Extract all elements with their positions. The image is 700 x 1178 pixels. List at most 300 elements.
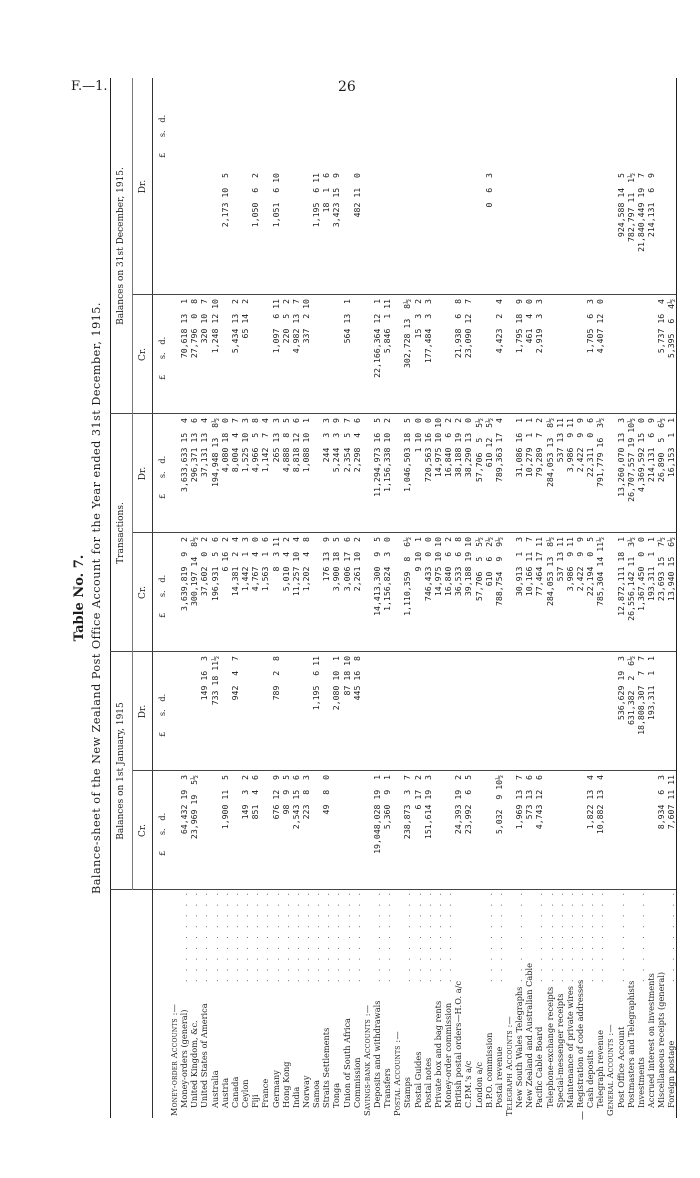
table-cell: 610 12 5½ [483, 418, 494, 468]
table-cell: 8,004 4 7 [229, 418, 240, 473]
table-cell: 70,618 13 1 [179, 299, 190, 359]
table-cell: 1,563 1 6 [260, 537, 271, 592]
table-cell [392, 299, 402, 414]
table-cell: 9 10 1 [412, 537, 423, 572]
table-cell: 5,360 9 1 [382, 775, 393, 830]
leader-dots: . . . . . . . . . [372, 891, 382, 982]
leader-dots: . . . . . . . . . [483, 891, 494, 982]
table-cell [169, 537, 179, 652]
table-cell [605, 775, 615, 890]
col-header-cr: Cr. [138, 823, 148, 838]
row-label: Miscellaneous receipts (general) [656, 971, 667, 1108]
table-cell [484, 299, 494, 414]
table-cell: 177,484 3 3 [422, 299, 433, 364]
table-cell: 23,090 12 7 [463, 299, 474, 359]
leader-dots: . . . . . . . . . [189, 891, 200, 982]
table-cell: 149 16 3 [199, 656, 210, 701]
table-cell [494, 656, 504, 771]
currency-units: £ s. d. [157, 114, 167, 158]
table-cell: 320 10 7 [199, 299, 210, 344]
table-cell [555, 299, 565, 414]
table-cell [504, 775, 514, 890]
row-label: Telephone-exchange receipts [544, 986, 555, 1108]
currency-units: £ s. d. [157, 574, 167, 618]
currency-units: £ s. d. [157, 693, 167, 737]
leader-dots: . . . . . . . . . [331, 891, 342, 982]
table-cell: 1,142 7 4 [260, 418, 271, 473]
table-cell: 49 8 0 [321, 775, 332, 815]
table-cell: 223 8 3 [300, 775, 311, 820]
table-cell: 14,975 10 10 [432, 418, 443, 478]
row-label: Foreign postage [666, 1040, 677, 1108]
row-label: Fiji [250, 1094, 261, 1108]
table-cell: 4,888 8 5 [280, 418, 291, 473]
table-cell: 11,257 10 4 [290, 537, 301, 597]
table-cell: 942 4 7 [229, 656, 240, 701]
table-cell: 537 13 11 [554, 537, 565, 582]
table-cell [352, 775, 362, 890]
leader-dots: . . . . . . . . . [280, 891, 291, 982]
table-cell [281, 656, 291, 771]
table-cell: 7,607 11 11 [666, 775, 677, 830]
table-cell: 8,934 6 3 [656, 775, 667, 830]
table-cell: 746,433 0 0 [422, 537, 433, 602]
table-cell: 18 1 6 [321, 173, 332, 213]
table-cell: 176 13 9 [321, 537, 332, 582]
table-cell: 2,173 10 5 [219, 173, 230, 228]
row-label: Maintenance of private wires [564, 986, 575, 1108]
table-cell [555, 775, 565, 890]
leader-dots: . . . . . . . . . [534, 891, 545, 982]
table-cell: 631,382 2 6½ [625, 656, 636, 726]
table-cell: 238,873 3 7 [402, 775, 413, 840]
row-label: India [290, 1086, 301, 1108]
table-cell [666, 173, 676, 293]
table-cell: 2,422 9 9 [575, 537, 585, 592]
table-cell: 4,369,592 15 0 [635, 418, 646, 492]
leader-dots: . . . . . . . . . [260, 891, 271, 982]
table-cell: 23,992 6 5 [463, 775, 474, 835]
table-cell: 1,156,338 10 2 [382, 418, 393, 492]
table-cell [545, 775, 555, 890]
table-cell: 26,707,557 19 10½ [625, 418, 636, 502]
table-cell [565, 173, 575, 293]
table-cell: 482 11 0 [351, 173, 362, 218]
table-cell [413, 656, 423, 771]
table-number: Table No. 7. [72, 554, 87, 642]
row-label: Cash deposits [585, 1050, 596, 1108]
header-bottom-rule [152, 78, 153, 1118]
table-cell [382, 656, 392, 771]
table-cell: 2,354 5 7 [341, 418, 352, 473]
leader-dots: . . . . . . . . . [666, 891, 677, 982]
table-cell [311, 418, 321, 533]
table-cell: 27,796 0 8 [189, 299, 200, 359]
table-cell [605, 537, 615, 652]
table-cell [342, 173, 352, 293]
table-cell: 2,543 15 6 [290, 775, 301, 830]
table-cell [189, 656, 199, 771]
table-cell [646, 775, 656, 890]
table-cell: 13,260,070 13 3 [615, 418, 626, 497]
stub-tick: — [578, 1111, 588, 1120]
table-cell: 10,882 13 4 [595, 775, 606, 835]
table-cell: 4,966 5 8 [250, 418, 261, 473]
table-cell [474, 656, 484, 771]
row-label: New Zealand and Australian Cable [524, 963, 535, 1108]
table-cell: 37,602 0 2 [199, 537, 210, 597]
leader-dots: . . . . . . . . . [595, 891, 606, 982]
table-cell: 214,131 6 9 [646, 418, 657, 483]
row-label: Postmasters and Telegraphists [625, 980, 636, 1108]
table-cell [605, 173, 615, 293]
table-cell [595, 173, 605, 293]
table-cell [311, 537, 321, 652]
table-cell: 4,982 13 7 [290, 299, 301, 354]
leader-dots: . . . . . . . . . [564, 891, 575, 982]
leader-dots: . . . . . . . . . [615, 891, 626, 982]
table-cell [362, 299, 372, 414]
table-cell: 244 3 3 [321, 418, 332, 463]
leader-dots: . . . . . . . . . [219, 891, 230, 982]
table-cell: 22,194 0 5 [585, 537, 596, 597]
table-cell [555, 656, 565, 771]
table-cell: 789 2 8 [270, 656, 281, 701]
table-cell: 16,153 1 1 [666, 418, 677, 478]
table-cell: 64,432 19 3 [179, 775, 190, 835]
leader-dots: . . . . . . . . . [422, 891, 433, 982]
leader-dots: . . . . . . . . . [229, 891, 240, 982]
table-cell [260, 299, 270, 414]
table-cell [585, 656, 595, 771]
table-cell: 4,080 18 0 [219, 418, 230, 473]
table-cell [210, 173, 220, 293]
table-cell [504, 656, 514, 771]
table-cell: 57,706 5 5½ [473, 418, 484, 483]
table-cell [291, 656, 301, 771]
table-cell: 1,705 6 3 [585, 299, 596, 354]
table-cell [362, 418, 372, 533]
col-header-cr: Cr. [138, 347, 148, 362]
table-cell: 733 18 11½ [209, 656, 220, 706]
table-cell: 214,131 6 9 [646, 173, 657, 238]
table-cell [169, 775, 179, 890]
table-cell: 8 3 11 [270, 537, 281, 572]
leader-dots: . . . . . . . . . [402, 891, 413, 982]
table-cell [362, 537, 372, 652]
table-cell: 1,525 10 3 [240, 418, 251, 473]
row-label: New South Wales Telegraphs [514, 986, 525, 1108]
currency-units: £ s. d. [157, 336, 167, 380]
table-cell [311, 775, 321, 890]
table-cell [321, 656, 331, 771]
table-cell [189, 173, 199, 293]
table-cell: 5,846 1 11 [382, 299, 393, 354]
table-cell: 3,639,819 9 2 [179, 537, 190, 611]
table-cell [331, 775, 341, 890]
table-cell [504, 537, 514, 652]
table-cell: 1,969 13 7 [514, 775, 525, 830]
table-cell [605, 299, 615, 414]
table-cell [260, 775, 270, 890]
row-label: Straits Settlements [321, 1027, 332, 1108]
row-label: Money-orders (general) [179, 1009, 190, 1108]
table-cell [210, 775, 220, 890]
page-reference: F.—1. [71, 79, 108, 94]
row-label: Austria [219, 1077, 230, 1108]
table-cell: 5,244 3 9 [331, 418, 342, 473]
table-cell [230, 173, 240, 293]
table-cell [626, 775, 636, 890]
leader-dots: . . . . . . . . . [179, 891, 190, 982]
row-label: Postal notes [422, 1057, 433, 1108]
table-cell: 1,795 18 9 [514, 299, 525, 354]
leader-dots: . . . . . . . . . [412, 891, 423, 982]
table-cell: 26,556,142 11 3½ [625, 537, 636, 621]
table-cell: 14,975 10 10 [432, 537, 443, 597]
table-cell [443, 173, 453, 293]
section-heading: General Accounts :— [605, 1024, 616, 1116]
table-cell [220, 656, 230, 771]
row-label: Postal revenue [493, 1046, 504, 1108]
table-cell: 21,938 6 8 [453, 299, 464, 359]
table-cell: 536,629 19 3 [615, 656, 626, 721]
table-cell [433, 656, 443, 771]
table-cell: 4,767 4 0 [250, 537, 261, 592]
table-cell: 26,890 5 6½ [656, 418, 667, 483]
leader-dots: . . . . . . . . . [300, 891, 311, 982]
group-rule [132, 78, 133, 890]
row-label: Commission [351, 1057, 362, 1108]
table-cell: 39,188 19 10 [463, 537, 474, 597]
table-cell [575, 173, 585, 293]
table-cell: 10,166 11 7 [524, 537, 535, 597]
table-cell [565, 299, 575, 414]
table-cell: 14,381 2 4 [229, 537, 240, 597]
table-cell: 1,442 1 3 [240, 537, 251, 592]
table-cell [392, 537, 402, 652]
table-cell: 15 3 2 [412, 299, 423, 339]
table-cell [443, 775, 453, 890]
table-cell [534, 173, 544, 293]
table-cell [240, 173, 250, 293]
table-cell: 5,737 16 4 [656, 299, 667, 354]
table-cell [372, 173, 382, 293]
table-cell [616, 775, 626, 890]
table-cell [585, 173, 595, 293]
row-label: Hong Kong [280, 1061, 291, 1108]
section-heading: Postal Accounts :— [392, 1031, 403, 1116]
row-label: Ceylon [240, 1079, 251, 1108]
leader-dots: . . . . . . . . . [209, 891, 220, 982]
table-cell: 284,053 13 8½ [544, 418, 555, 488]
section-heading: Telegraph Accounts :— [503, 1016, 514, 1116]
table-title: Balance-sheet of the New Zealand Post Office Account for the Year ended 31st December, 1915. [90, 302, 103, 894]
table-cell [392, 173, 402, 293]
table-cell [463, 656, 473, 771]
table-cell [402, 173, 412, 293]
group-header-opening: Balances on 1st January, 1915 [116, 702, 126, 840]
table-cell: 1,110,359 8 6½ [402, 537, 413, 616]
col-header-dr: Dr. [138, 466, 148, 481]
table-cell: 77,464 17 11 [534, 537, 545, 597]
table-cell: 3,633,633 15 4 [179, 418, 190, 492]
table-cell: 445 16 8 [351, 656, 362, 701]
table-cell [524, 656, 534, 771]
table-cell: 196,931 5 6 [209, 537, 220, 602]
table-cell: 1,195 6 11 [311, 173, 322, 228]
row-label: Private box and bag rents [432, 1000, 443, 1108]
table-cell [321, 299, 331, 414]
table-cell [199, 775, 209, 890]
table-cell [392, 656, 402, 771]
table-cell: 38,290 13 0 [463, 418, 474, 478]
table-cell: 3,006 17 6 [341, 537, 352, 592]
table-cell [352, 299, 362, 414]
leader-dots: . . . . . . . . . [554, 891, 565, 982]
table-cell: 0 6 3 [483, 173, 494, 208]
table-cell: 13,940 15 6½ [666, 537, 677, 602]
table-cell [260, 173, 270, 293]
table-cell: 5,010 4 2 [280, 537, 291, 592]
table-cell [545, 299, 555, 414]
row-label: Pacific Cable Board [534, 1026, 545, 1108]
row-label: Tonga [331, 1082, 342, 1108]
table-cell: 1,195 6 11 [311, 656, 322, 711]
table-cell [575, 775, 585, 890]
table-cell [433, 173, 443, 293]
table-cell: 10,279 1 1 [524, 418, 535, 478]
leader-dots: . . . . . . . . . [351, 891, 362, 982]
leader-dots: . . . . . . . . . [432, 891, 443, 982]
table-cell [545, 656, 555, 771]
table-cell: 1,367,450 0 0 [635, 537, 646, 611]
table-cell: 87 18 10 [341, 656, 352, 696]
group-header-closing: Balances on 31st December, 1915. [116, 167, 126, 325]
leader-dots: . . . . . . . . . [635, 891, 646, 982]
table-cell: 1,822 13 4 [585, 775, 596, 830]
table-cell [474, 299, 484, 414]
table-cell [413, 173, 423, 293]
table-cell [433, 775, 443, 890]
table-cell [575, 656, 585, 771]
leader-dots: . . . . . . . . . [321, 891, 332, 982]
table-cell: 18,808,307 7 7 [635, 656, 646, 735]
table-cell: 564 13 1 [341, 299, 352, 344]
table-cell: 3,986 9 11 [564, 537, 575, 592]
table-cell: 11,294,973 16 5 [372, 418, 382, 497]
table-cell: 5,032 9 10½ [493, 775, 504, 835]
table-cell [626, 299, 636, 414]
table-cell: 720,563 16 0 [422, 418, 433, 483]
table-cell [392, 775, 402, 890]
table-cell [281, 173, 291, 293]
table-cell [169, 173, 179, 293]
table-cell [362, 656, 372, 771]
table-cell: 2,919 3 3 [534, 299, 545, 354]
table-cell: 1,248 12 10 [209, 299, 220, 354]
row-label: Accrued interest on investments [646, 973, 657, 1108]
row-label: Telegraph revenue [595, 1030, 606, 1108]
currency-units: £ s. d. [157, 455, 167, 499]
row-label: Registration of code addresses [575, 979, 585, 1108]
table-cell: 788,754 9 9½ [493, 537, 504, 607]
table-cell [504, 173, 514, 293]
table-cell: 38,188 19 2 [453, 418, 464, 478]
col-header-dr: Dr. [138, 704, 148, 719]
table-cell: 461 4 0 [524, 299, 535, 344]
table-cell [169, 299, 179, 414]
leader-dots: . . . . . . . . . [199, 891, 210, 982]
table-cell [220, 299, 230, 414]
table-cell [463, 173, 473, 293]
table-cell [504, 299, 514, 414]
table-cell [179, 656, 189, 771]
table-cell: 265 13 3 [270, 418, 281, 463]
table-cell: 296,371 13 6 [189, 418, 200, 483]
row-label: Norway [300, 1075, 311, 1108]
table-cell [555, 173, 565, 293]
table-cell: 851 4 6 [250, 775, 261, 820]
table-cell [595, 656, 605, 771]
table-cell: 36,533 6 8 [453, 537, 464, 597]
table-cell [504, 418, 514, 533]
row-label: B.P.O. commission [483, 1032, 494, 1108]
table-cell [362, 173, 372, 293]
table-cell: 1 10 0 [412, 418, 423, 453]
table-cell: 14,413,300 9 5 [372, 537, 382, 616]
row-label: British postal orders—H.O. a/c [453, 981, 464, 1108]
table-cell [616, 299, 626, 414]
table-cell [666, 656, 676, 771]
table-cell [443, 656, 453, 771]
table-cell: 1,046,503 18 5 [402, 418, 413, 492]
leader-dots: . . . . . . . . . [250, 891, 261, 982]
leader-dots: . . . . . . . . . [290, 891, 301, 982]
table-cell: 1,202 4 8 [300, 537, 311, 592]
table-cell: 65 14 2 [240, 299, 251, 339]
leader-dots: . . . . . . . . . [493, 891, 504, 982]
table-cell: 22,166,364 12 1 [372, 299, 382, 378]
table-cell [534, 656, 544, 771]
row-label: Canada [229, 1076, 240, 1108]
table-cell [392, 418, 402, 533]
rotated-table-region [72, 78, 678, 1118]
table-cell: 302,728 13 8½ [402, 299, 413, 369]
row-label: Postal Guides [412, 1051, 423, 1108]
leader-dots: . . . . . . . . . [270, 891, 281, 982]
table-cell: 300,197 14 8½ [189, 537, 200, 607]
row-label: Special-messenger receipts [554, 993, 565, 1108]
table-cell [230, 775, 240, 890]
table-cell [484, 656, 494, 771]
table-cell [169, 418, 179, 533]
table-cell [545, 173, 555, 293]
table-cell [179, 173, 189, 293]
table-cell: 5,395 6 4½ [666, 299, 677, 359]
table-cell: 220 5 2 [280, 299, 291, 344]
col-divider [132, 294, 676, 295]
table-cell [443, 299, 453, 414]
table-cell: 30,913 1 3 [514, 537, 525, 597]
row-label: Australia [209, 1070, 220, 1108]
table-cell: 98 9 5 [280, 775, 291, 815]
leader-dots: . . . . . . . . . [311, 891, 322, 982]
table-cell: 785,304 14 11½ [595, 537, 606, 607]
table-cell: 573 13 6 [524, 775, 535, 820]
table-cell: 151,614 19 3 [422, 775, 433, 840]
table-cell [342, 775, 352, 890]
